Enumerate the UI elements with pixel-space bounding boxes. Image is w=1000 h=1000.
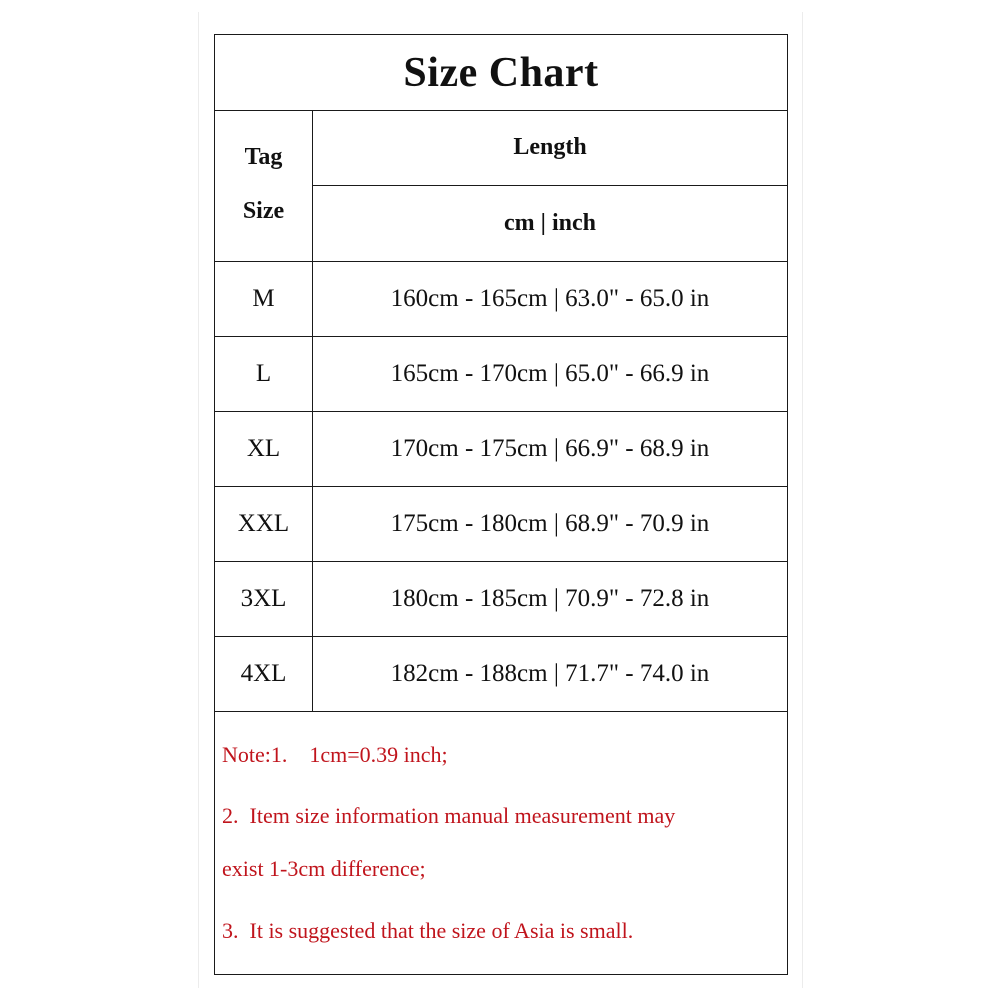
- left-guide-line: [198, 12, 199, 988]
- note-line-4: 3. It is suggested that the size of Asia is small.: [222, 918, 634, 943]
- table-row: [215, 487, 787, 562]
- note-line-1: Note:1. 1cm=0.39 inch;: [222, 742, 448, 767]
- size-cell: L: [215, 337, 313, 411]
- size-cell: 3XL: [215, 562, 313, 636]
- table-row: [215, 637, 787, 712]
- tag-size-header-line1: Tag: [244, 144, 283, 170]
- table-row: [215, 412, 787, 487]
- length-cell: 170cm - 175cm | 66.9" - 68.9 in: [390, 435, 710, 462]
- note-line-3: exist 1-3cm difference;: [222, 856, 426, 881]
- right-guide-line: [802, 12, 803, 988]
- length-cell: 180cm - 185cm | 70.9" - 72.8 in: [390, 585, 710, 612]
- size-cell: XXL: [215, 487, 313, 561]
- size-cell: 4XL: [215, 637, 313, 711]
- size-cell: XL: [215, 412, 313, 486]
- notes-section: [215, 712, 787, 974]
- table-row: [215, 337, 787, 412]
- chart-title: Size Chart: [215, 35, 787, 111]
- length-cell: 165cm - 170cm | 65.0" - 66.9 in: [390, 360, 710, 387]
- size-cell: M: [215, 262, 313, 336]
- table-row: [215, 562, 787, 637]
- tag-size-header-line2: Size: [242, 198, 285, 224]
- length-cell: 182cm - 188cm | 71.7" - 74.0 in: [390, 660, 710, 687]
- units-header: cm | inch: [313, 186, 787, 262]
- size-chart-table: [214, 34, 788, 975]
- length-header: Length: [313, 110, 787, 186]
- length-cell: 175cm - 180cm | 68.9" - 70.9 in: [390, 510, 710, 537]
- tag-size-header: [215, 110, 313, 262]
- table-row: [215, 262, 787, 337]
- length-cell: 160cm - 165cm | 63.0" - 65.0 in: [390, 285, 710, 312]
- note-line-2: 2. Item size information manual measurement may: [222, 803, 676, 828]
